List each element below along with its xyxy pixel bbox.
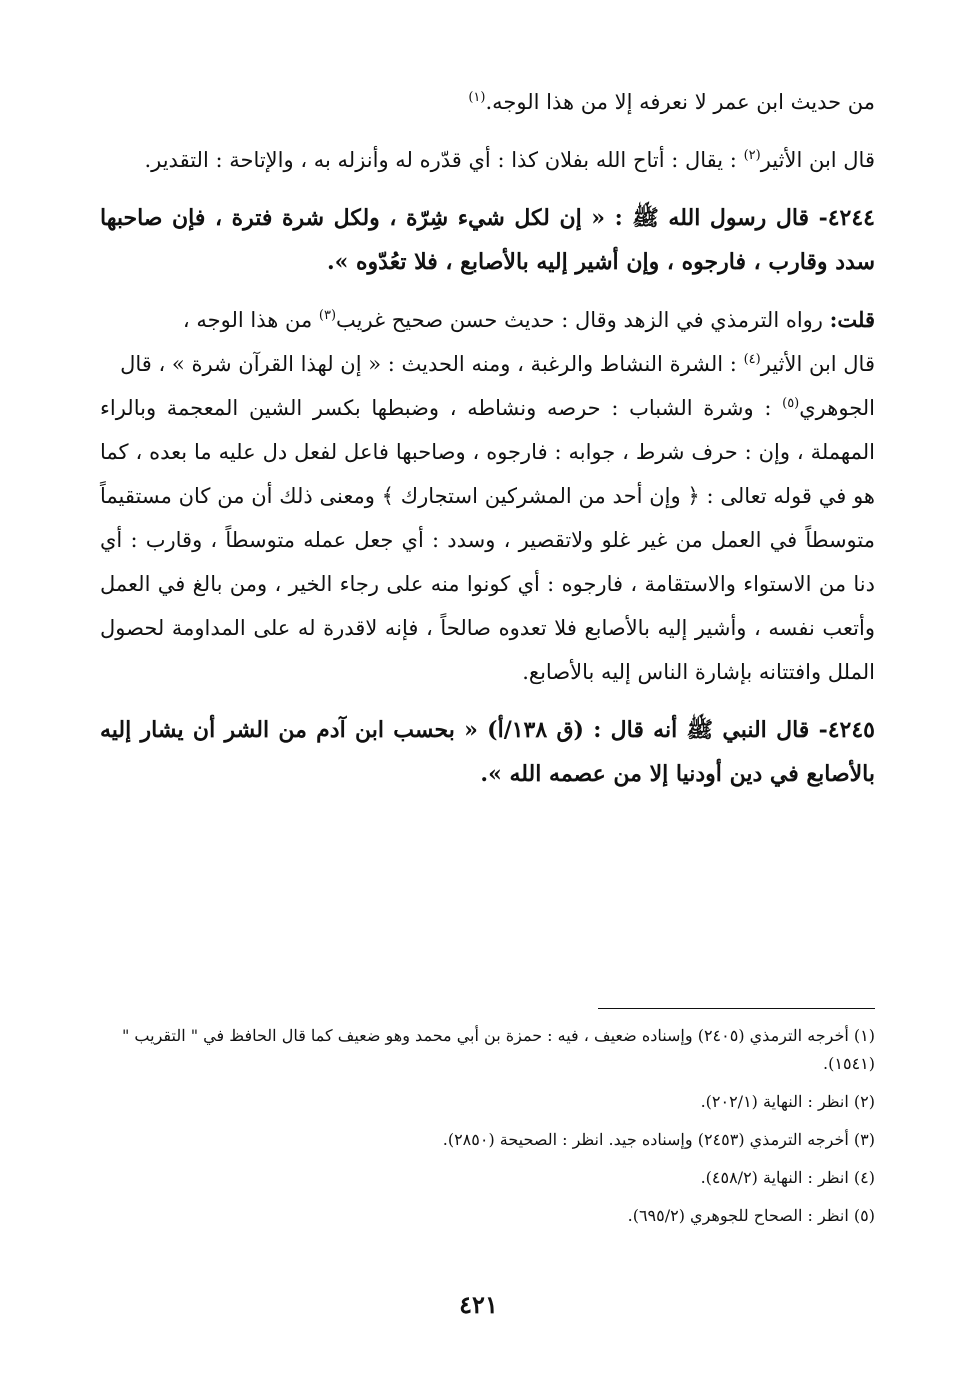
footnote-ref-2[interactable]: (٢) (743, 148, 761, 163)
paragraph-commentary: قلت: رواه الترمذي في الزهد وقال : حديث حسن صحيح غريب$^{(٣)}$ من هذا الوجه ، قال ابن الأثير$^{(٤)}$ : الشرة النشاط والرغبة ، ومنه الحديث : « إن لهذا القرآن شرة » ، قال الجوهري$^{(٥)}$ : وشرة الشباب : حرصه ونشاطه ، وضبطها بكسر الشين المعجمة وبالراء المهملة ، وإن : حرف شرط ، جوابه : فارجوه ، وصاحبها فاعل لفعل دل عليه ما بعده ، كما هو في قوله تعالى : ﴿ وإن أحد من المشركين استجارك ﴾ ومعنى ذلك أن من كان مستقيماً متوسطاً في العمل من غير غلو ولاتقصير ، وسدد : أي جعل عمله متوسطاً ، وقارب : أي دنا من الاستواء والاستقامة ، فارجوه : أي كونوا منه على رجاء الخير ، ومن بالغ في العمل وأتعب نفسه ، وأشير إليه بالأصابع فلا تعدوه صالحاً ، فإنه لاقدرة له على المداومة لحصول الملل وافتتانه بإشارة الناس إليه بالأصابع. (100, 307, 875, 684)
footnote-2: (٢) انظر : النهاية (٢٠٢/١). (700, 1092, 875, 1111)
footnotes (100, 1022, 875, 1240)
page-number: ٤٢١ (459, 1290, 498, 1319)
footnote-5: (٥) انظر : الصحاح للجوهري (٦٩٥/٢). (627, 1206, 875, 1225)
footnote-ref-5[interactable]: (٥) (782, 396, 800, 411)
paragraph-2: قال ابن الأثير$^{(٢)}$ : يقال : أتاح الله بفلان كذا : أي قدّره له وأنزله به ، والإتاحة : التقدير. (144, 148, 875, 172)
footnote-ref-4[interactable]: (٤) (743, 352, 761, 367)
paragraph-1: من حديث ابن عمر لا نعرفه إلا من هذا الوجه.$^{(١)}$ (468, 90, 875, 114)
hadith-4244: ٤٢٤٤- قال رسول الله ﷺ : « إن لكل شيء شِرّة ، ولكل شرة فترة ، فإن صاحبها سدد وقارب ، فارجوه ، وإن أشير إليه بالأصابع ، فلا تعُدّوه ». (100, 205, 875, 275)
main-text (100, 80, 875, 810)
footnote-3: (٣) أخرجه الترمذي (٢٤٥٣) وإسناده جيد. انظر : الصحيحة (٢٨٥٠). (442, 1130, 875, 1149)
footnote-1: (١) أخرجه الترمذي (٢٤٠٥) وإسناده ضعيف ، فيه : حمزة بن أبي محمد وهو ضعيف كما قال الحافظ في " التقريب " (١٥٤١). (121, 1026, 875, 1073)
hadith-4245: ٤٢٤٥- قال النبي ﷺ أنه قال : (ق ١٣٨/أ) « بحسب ابن آدم من الشر أن يشار إليه بالأصابع في دين أودنيا إلا من عصمه الله ». (100, 717, 875, 787)
footnote-divider (598, 1008, 875, 1009)
footnote-ref-1[interactable]: (١) (468, 90, 486, 105)
qultu-label: قلت: (829, 307, 875, 332)
footnote-ref-3[interactable]: (٣) (318, 308, 337, 323)
footnote-4: (٤) انظر : النهاية (٤٥٨/٢). (700, 1168, 875, 1187)
